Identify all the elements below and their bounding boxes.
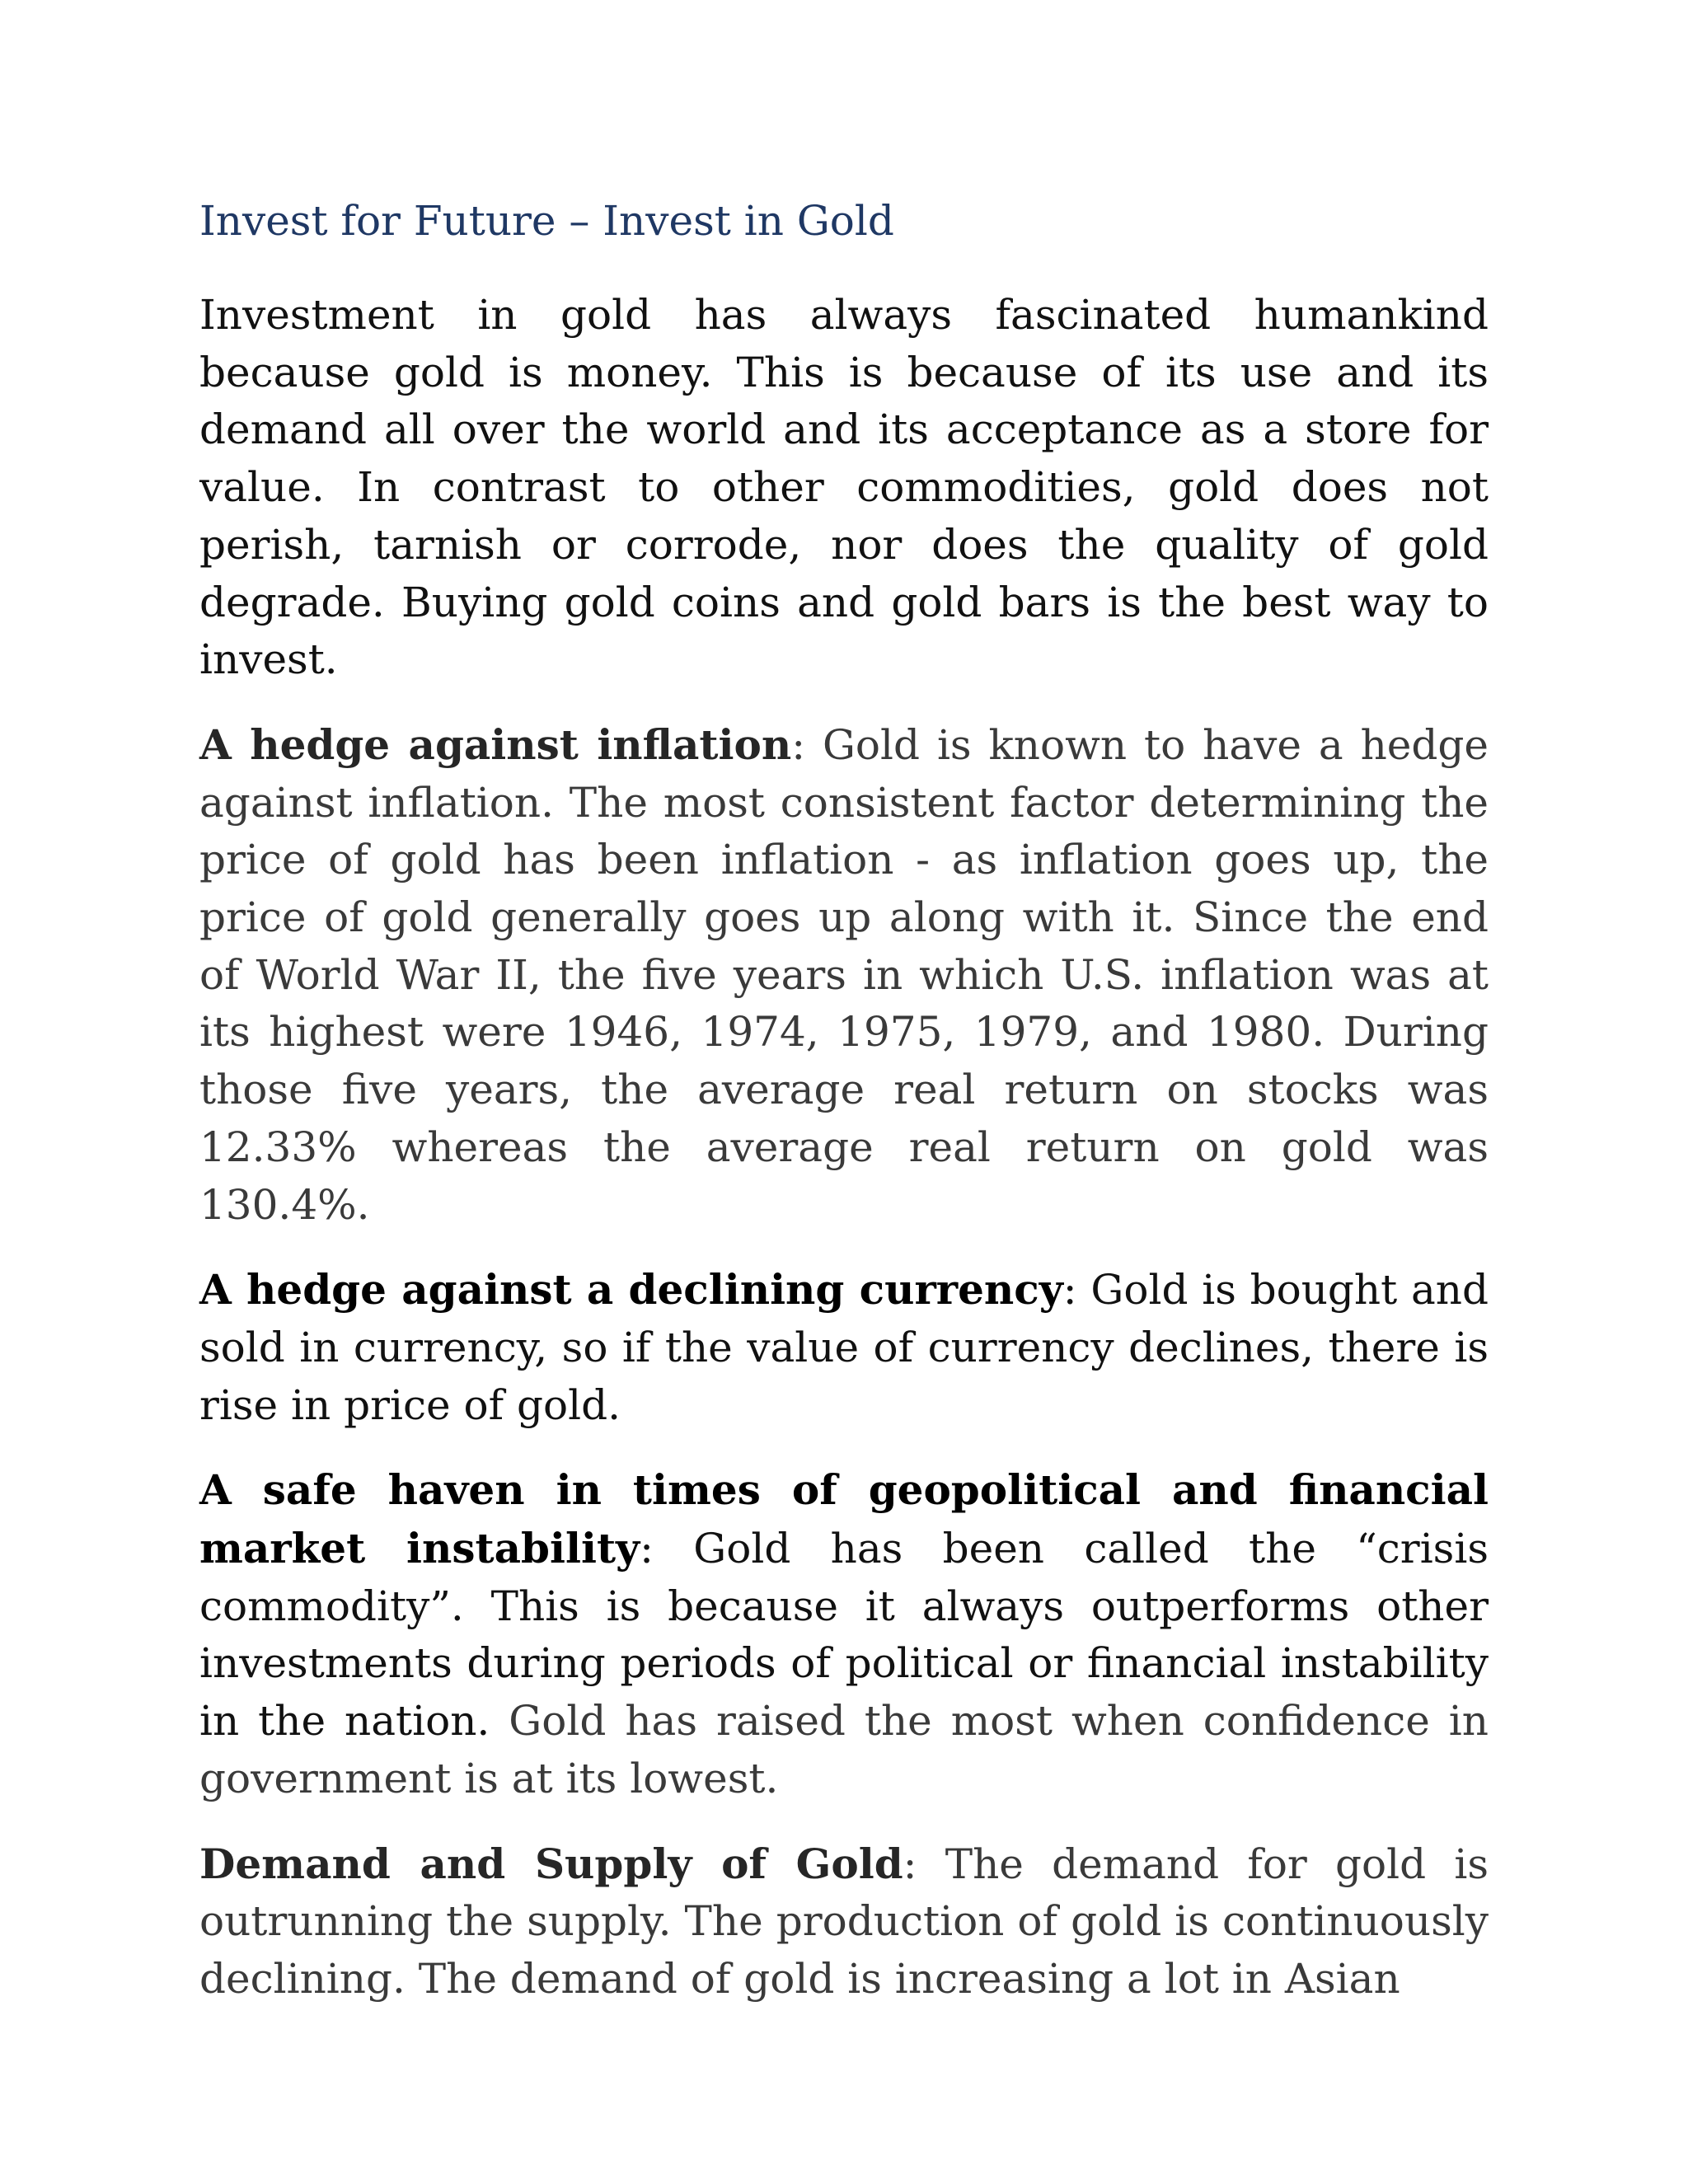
heading-separator: : bbox=[791, 720, 823, 769]
section-body: Gold is bought and sold in currency, so if the value of currency declines, there is rise in price of gold. bbox=[199, 1266, 1489, 1429]
section-safe-haven bbox=[199, 1461, 1489, 1807]
section-heading: A hedge against a declining currency bbox=[199, 1265, 1063, 1315]
heading-separator: : bbox=[903, 1840, 945, 1888]
section-body: Gold has been called the “crisis commodity”. This is because it always outperforms other investments during periods of political or financial instability in the nation. bbox=[199, 1525, 1489, 1746]
intro-paragraph: Investment in gold has always fascinated humankind because gold is money. This is because of its use and its demand all over the world and its acceptance as a store for value. In contrast to other commodities, gold does not perish, tarnish or corrode, nor does the quality of gold degrade. Buying gold coins and gold bars is the best way to invest. bbox=[199, 291, 1489, 684]
section-heading: A safe haven in times of geopolitical and financial market instability bbox=[199, 1465, 1489, 1573]
section-inflation bbox=[199, 716, 1489, 1234]
section-body-tail: Gold has raised the most when confidence in government is at its lowest. bbox=[199, 1697, 1489, 1802]
document-body bbox=[199, 191, 1489, 2036]
section-heading: A hedge against inflation bbox=[199, 719, 792, 769]
heading-separator: : bbox=[1062, 1266, 1091, 1315]
document-title: Invest for Future – Invest in Gold bbox=[199, 197, 894, 245]
section-body: The demand for gold is outrunning the supply. The production of gold is continuously declining. The demand of gold is increasing a lot in Asian bbox=[199, 1840, 1489, 2003]
section-heading: Demand and Supply of Gold bbox=[199, 1839, 903, 1888]
section-body: Gold is known to have a hedge against inflation. The most consistent factor determining the price of gold has been inflation - as inflation goes up, the price of gold generally goes up along with it. Since the end of World War II, the five years in which U.S. inflation was at its highest were 1946, 1974, 1975, 1979, and 1980. During those five years, the average real return on stocks was 12.33% whereas the average real return on gold was 130.4%. bbox=[199, 720, 1489, 1229]
heading-separator: : bbox=[640, 1525, 694, 1573]
section-currency bbox=[199, 1261, 1489, 1434]
section-demand-supply bbox=[199, 1835, 1489, 2008]
